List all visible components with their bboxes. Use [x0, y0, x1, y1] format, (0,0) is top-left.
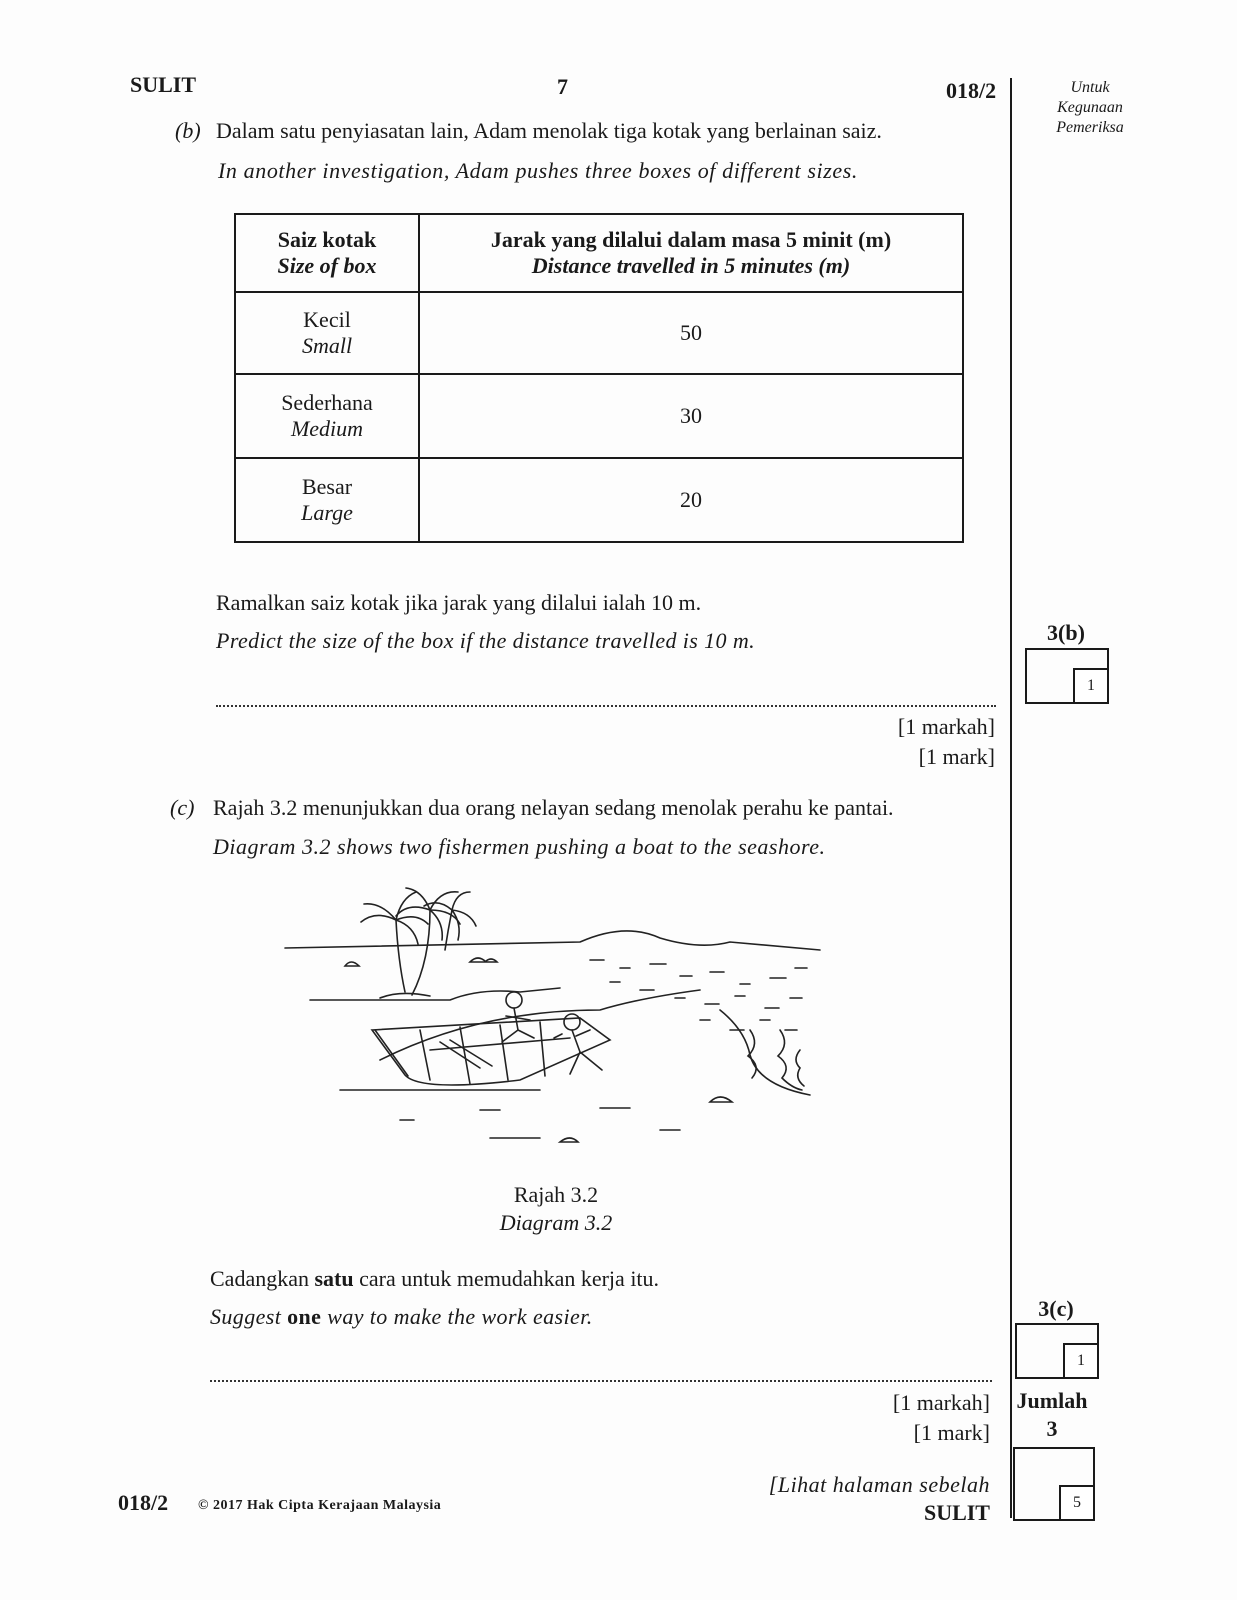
examiner-use-l3: Pemeriksa	[1056, 119, 1124, 136]
part-c-question-en	[210, 1304, 593, 1330]
question-en-part3: way to make the work easier.	[321, 1304, 593, 1329]
table-header-size-ms: Saiz kotak	[277, 227, 377, 252]
score-value-3c: 1	[1063, 1343, 1099, 1379]
header-sulit: SULIT	[130, 72, 197, 97]
question-ms-part3: cara untuk memudahkan kerja itu.	[353, 1266, 660, 1291]
part-b-question-en: Predict the size of the box if the distance travelled is 10 m.	[216, 628, 756, 653]
total-label: Jumlah	[1016, 1388, 1088, 1413]
answer-line-b[interactable]	[216, 705, 996, 707]
footer-sulit: SULIT	[923, 1500, 990, 1525]
diagram-caption-en: Diagram 3.2	[499, 1210, 613, 1235]
total-number: 3	[1046, 1416, 1058, 1441]
table-cell-distance: 30	[419, 374, 963, 458]
distance-table	[234, 213, 964, 543]
part-c-label: (c)	[170, 795, 195, 820]
examiner-use-l1: Untuk	[1070, 79, 1110, 96]
table-header-distance-en: Distance travelled in 5 minutes (m)	[531, 253, 851, 278]
table-header-distance	[419, 214, 963, 292]
question-en-bold: one	[287, 1304, 322, 1329]
diagram-caption-ms: Rajah 3.2	[513, 1182, 599, 1207]
score-label-3c: 3(c)	[1038, 1296, 1074, 1321]
table-header-size-en: Size of box	[277, 253, 377, 278]
examiner-use-label	[1040, 78, 1140, 138]
size-ms: Besar	[301, 474, 353, 499]
size-en: Medium	[290, 416, 364, 441]
question-en-part1: Suggest	[210, 1304, 288, 1329]
footer-code: 018/2	[118, 1490, 169, 1515]
footer-copyright: © 2017 Hak Cipta Kerajaan Malaysia	[198, 1498, 442, 1513]
part-b-question-ms: Ramalkan saiz kotak jika jarak yang dilalui ialah 10 m.	[216, 590, 702, 615]
table-header-distance-ms: Jarak yang dilalui dalam masa 5 minit (m)	[490, 227, 892, 252]
part-b-intro-en: In another investigation, Adam pushes three boxes of different sizes.	[218, 158, 859, 183]
page-number: 7	[557, 74, 568, 99]
question-ms-part1: Cadangkan	[210, 1266, 315, 1291]
table-row	[235, 458, 963, 542]
table-row	[235, 374, 963, 458]
question-ms-bold: satu	[314, 1266, 354, 1291]
answer-line-c[interactable]	[210, 1380, 992, 1382]
table-cell-size	[235, 292, 419, 374]
mark-en-b: [1 mark]	[918, 744, 995, 769]
table-cell-size	[235, 458, 419, 542]
part-b-label: (b)	[175, 118, 201, 143]
size-en: Small	[301, 333, 353, 358]
diagram-fishermen-boat	[280, 880, 830, 1150]
table-cell-distance: 50	[419, 292, 963, 374]
mark-ms-b: [1 markah]	[897, 714, 995, 739]
size-en: Large	[301, 500, 353, 525]
examiner-use-l2: Kegunaan	[1057, 99, 1123, 116]
table-header-size	[235, 214, 419, 292]
size-ms: Kecil	[303, 307, 351, 332]
score-label-3b: 3(b)	[1047, 620, 1085, 645]
horizon-hills	[285, 931, 820, 950]
total-value: 5	[1059, 1485, 1095, 1521]
table-header-row	[235, 214, 963, 292]
score-value-3b: 1	[1073, 668, 1109, 704]
part-b-intro-ms: Dalam satu penyiasatan lain, Adam menolak tiga kotak yang berlainan saiz.	[216, 118, 882, 143]
table-cell-distance: 20	[419, 458, 963, 542]
mark-en-c: [1 mark]	[913, 1420, 990, 1445]
margin-divider	[1010, 78, 1012, 1518]
total-box	[1013, 1447, 1095, 1521]
header-code: 018/2	[946, 78, 997, 103]
mark-ms-c: [1 markah]	[892, 1390, 990, 1415]
score-box-3c	[1015, 1323, 1099, 1379]
table-row	[235, 292, 963, 374]
footer-next-page: [Lihat halaman sebelah	[768, 1472, 990, 1497]
table-cell-size	[235, 374, 419, 458]
part-c-intro-ms: Rajah 3.2 menunjukkan dua orang nelayan sedang menolak perahu ke pantai.	[213, 795, 894, 820]
score-box-3b	[1025, 648, 1109, 704]
part-c-question-ms	[210, 1266, 659, 1292]
part-c-intro-en: Diagram 3.2 shows two fishermen pushing a boat to the seashore.	[213, 834, 826, 859]
size-ms: Sederhana	[281, 390, 373, 415]
